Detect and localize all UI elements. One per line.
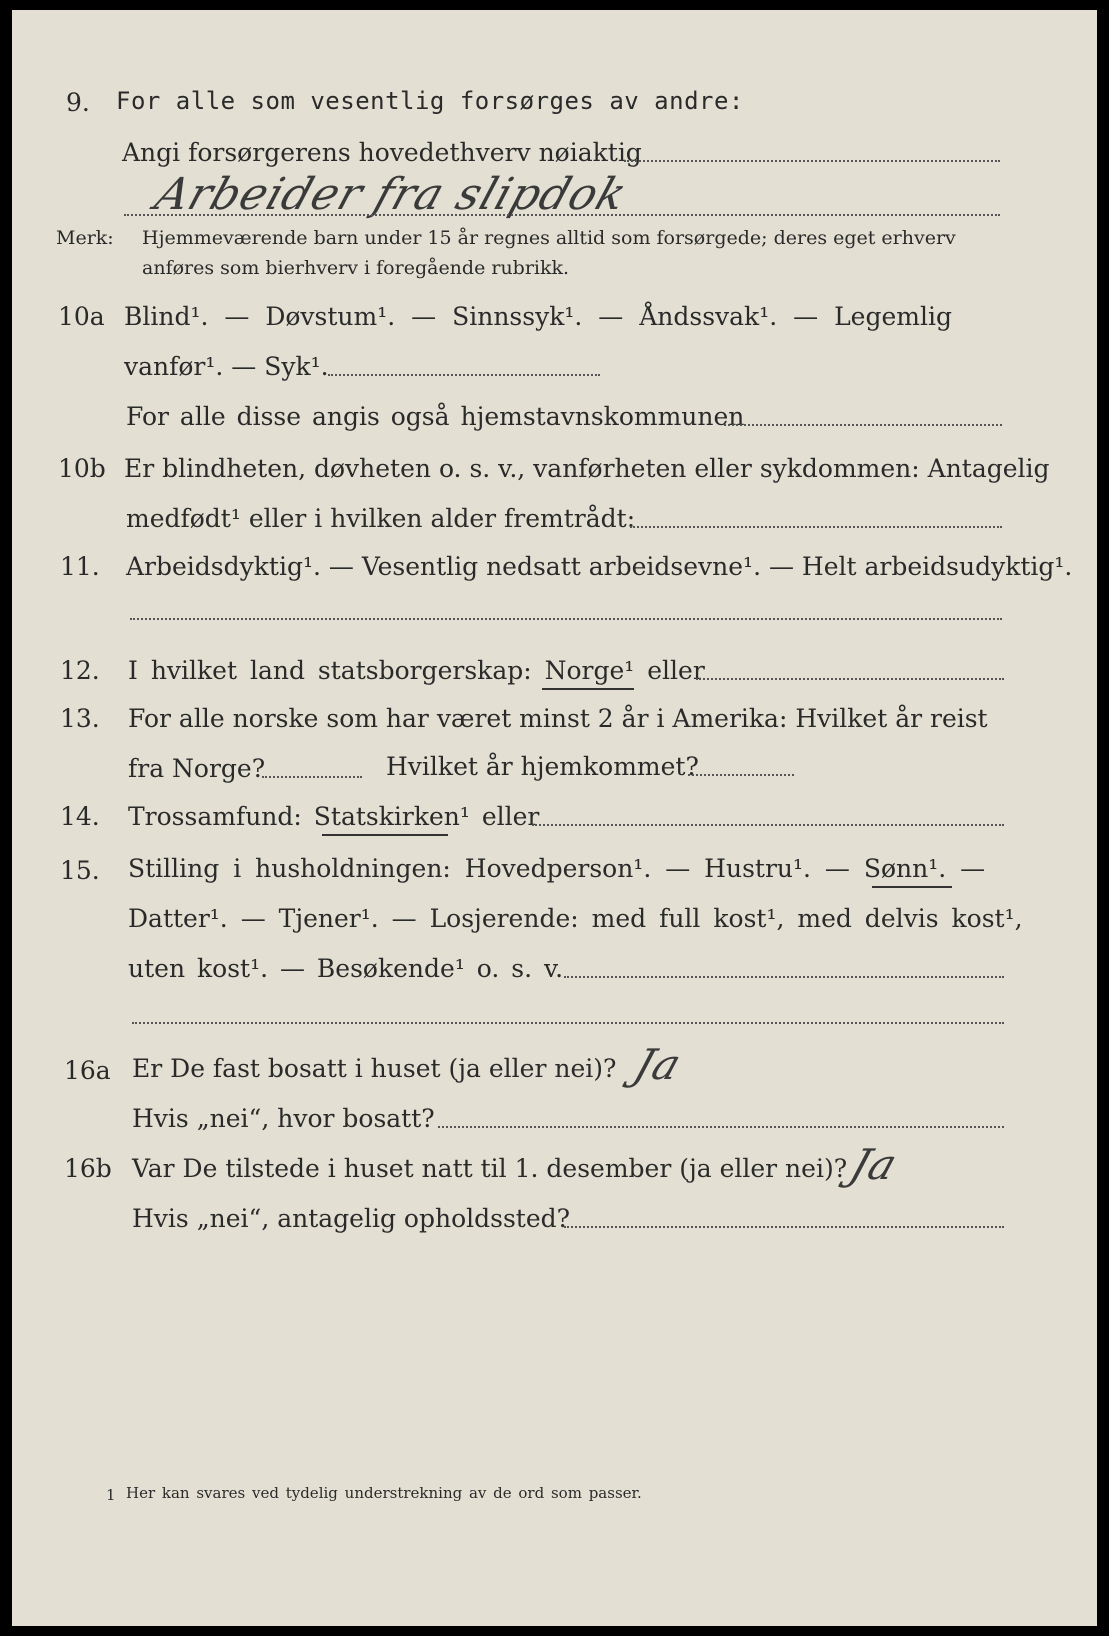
q10b-line2-fill: [630, 526, 1002, 528]
q12-number: 12.: [60, 656, 100, 685]
q13-right-fill: [688, 774, 794, 776]
q10a-line2-fill: [328, 374, 600, 376]
q10a-number: 10a: [58, 302, 105, 331]
q16b-line2-fill: [564, 1226, 1004, 1228]
q15-number: 15.: [60, 856, 100, 885]
statskirken-underline: [322, 834, 448, 836]
q10b-number: 10b: [58, 454, 106, 483]
q16b-handwritten-answer: Ja: [844, 1140, 905, 1189]
q12-fill: [696, 678, 1004, 680]
q13-number: 13.: [60, 704, 100, 733]
q14-number: 14.: [60, 802, 100, 831]
q16a-line2-fill: [438, 1126, 1004, 1128]
q10b-line1: Er blindheten, døvheten o. s. v., vanførheten eller sykdommen: Antagelig: [124, 454, 1050, 483]
norge-underline: [542, 688, 634, 690]
census-form-page: [12, 10, 1097, 1626]
q16b-line1: Var De tilstede i huset natt til 1. desember (ja eller nei)?: [132, 1154, 848, 1183]
q16b-line2: Hvis „nei“, antagelig opholdssted?: [132, 1204, 571, 1233]
merk-label: Merk:: [56, 227, 114, 249]
q15-line3: uten kost¹. — Besøkende¹ o. s. v.: [128, 954, 564, 983]
q16a-handwritten-answer: Ja: [628, 1040, 689, 1089]
q13-left-fill: [262, 776, 362, 778]
q16a-number: 16a: [64, 1056, 111, 1085]
q13-line2a: fra Norge?: [128, 754, 266, 783]
q9-answer-line: [124, 214, 1000, 216]
q11-number: 11.: [60, 552, 100, 581]
q10a-line1: Blind¹. — Døvstum¹. — Sinnssyk¹. — Åndssvak¹. — Legemlig: [124, 302, 952, 331]
footnote-text: Her kan svares ved tydelig understrekning av de ord som passer.: [126, 1484, 642, 1502]
merk-line1: Hjemmeværende barn under 15 år regnes alltid som forsørgede; deres eget erhverv: [142, 227, 956, 249]
q10a-line2: vanfør¹. — Syk¹.: [124, 352, 329, 381]
q15-answer-line: [132, 1022, 1004, 1024]
q11-line1: Arbeidsdyktig¹. — Vesentlig nedsatt arbeidsevne¹. — Helt arbeidsudyktig¹.: [126, 552, 1073, 581]
sonn-underline: [872, 886, 952, 888]
q10a-line3-fill: [724, 424, 1002, 426]
q14-fill: [532, 824, 1004, 826]
q11-answer-line: [130, 618, 1002, 620]
q12-line1: I hvilket land statsborgerskap: Norge¹ eller: [128, 656, 705, 685]
q13-line2b: Hvilket år hjemkommet?: [386, 752, 699, 781]
q13-line1: For alle norske som har været minst 2 år i Amerika: Hvilket år reist: [128, 704, 988, 733]
merk-line2: anføres som bierhverv i foregående rubrikk.: [142, 257, 570, 279]
q15-line2: Datter¹. — Tjener¹. — Losjerende: med full kost¹, med delvis kost¹,: [128, 904, 1023, 933]
q16a-line1: Er De fast bosatt i huset (ja eller nei)?: [132, 1054, 617, 1083]
q14-line1: Trossamfund: Statskirken¹ eller: [128, 802, 540, 831]
q16a-line2: Hvis „nei“, hvor bosatt?: [132, 1104, 435, 1133]
footnote-mark: 1: [106, 1486, 116, 1504]
q15-line1: Stilling i husholdningen: Hovedperson¹. — Hustru¹. — Sønn¹. —: [128, 854, 986, 883]
q9-number: 9.: [66, 88, 90, 117]
q16b-number: 16b: [64, 1154, 112, 1183]
q9-title: For alle som vesentlig forsørges av andre:: [116, 87, 744, 115]
q9-handwritten-answer: Arbeider fra slipdok: [148, 169, 634, 220]
q9-prompt: Angi forsørgerens hovedethverv nøiaktig: [122, 138, 642, 167]
q10b-line2: medfødt¹ eller i hvilken alder fremtrådt:: [126, 504, 636, 533]
q10a-line3: For alle disse angis også hjemstavnskommunen: [126, 402, 745, 431]
q15-line3-fill: [564, 976, 1004, 978]
q9-prompt-line: [624, 160, 1000, 162]
